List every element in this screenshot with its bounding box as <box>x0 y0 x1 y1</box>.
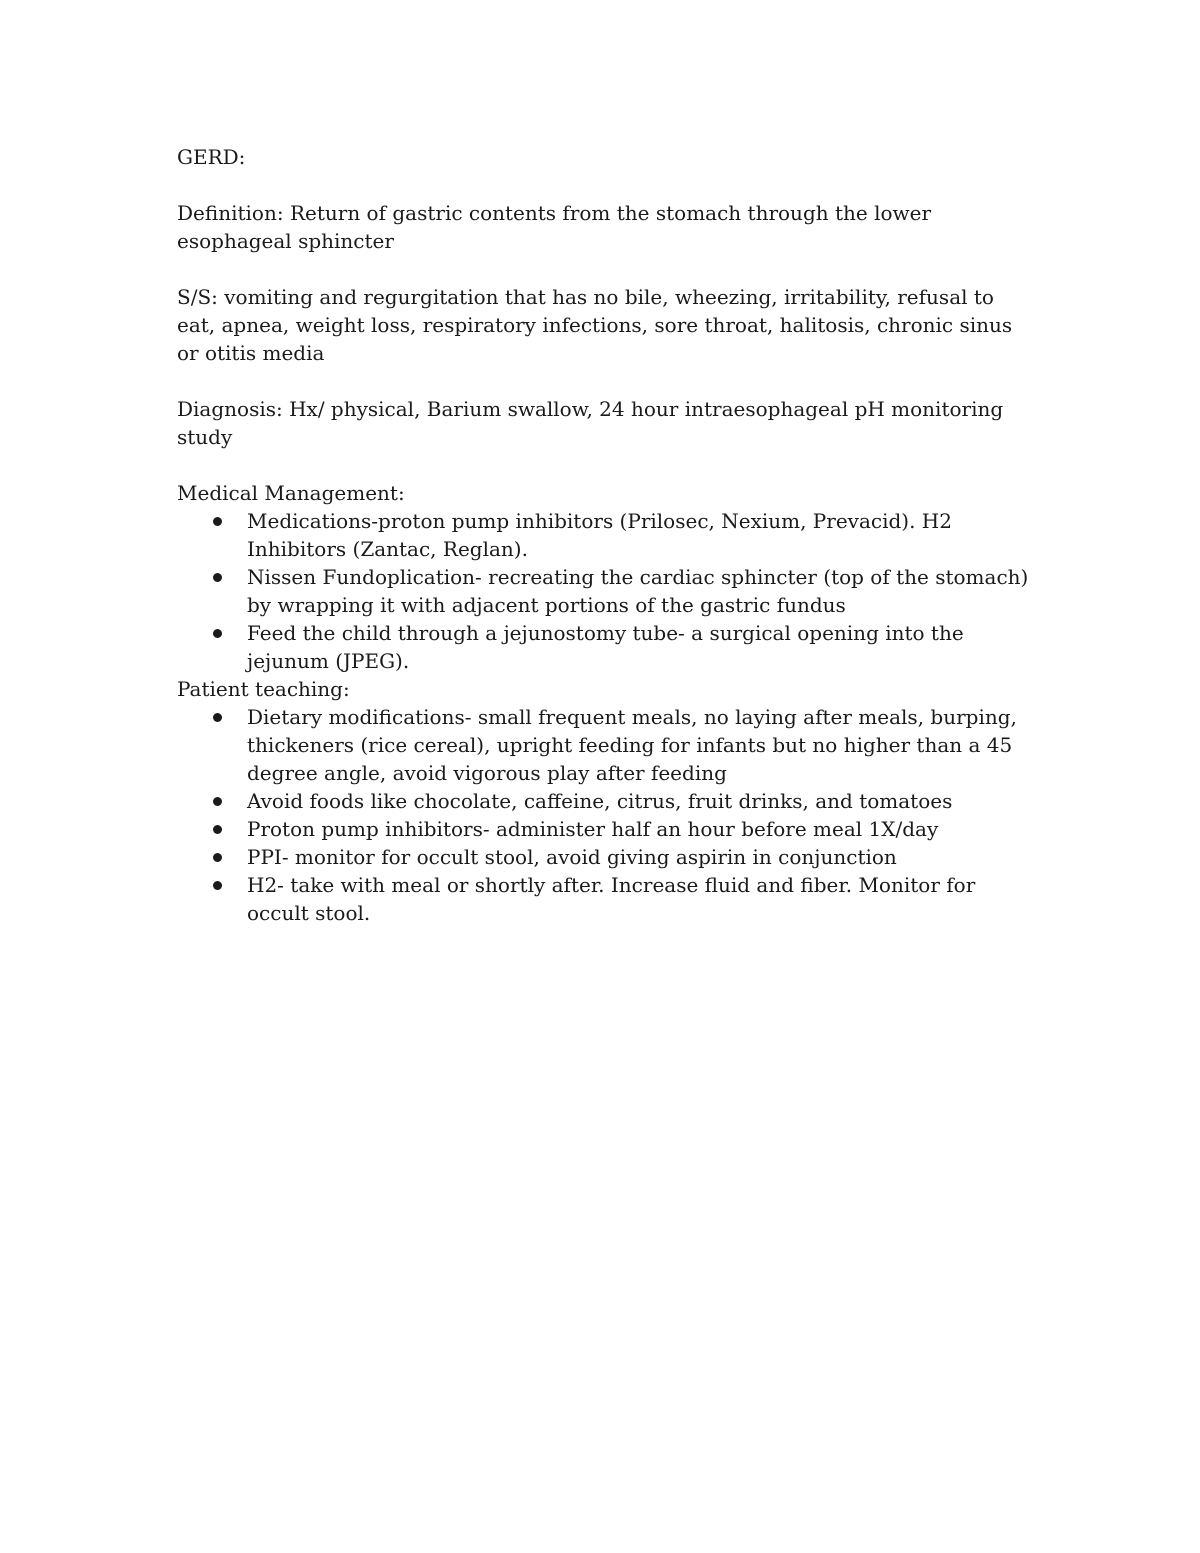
list-item <box>247 619 1037 675</box>
list-item <box>247 843 1037 871</box>
patient-teaching-heading: Patient teaching: <box>177 677 350 701</box>
bullet-icon <box>213 517 222 526</box>
list-item <box>247 815 1037 843</box>
bullet-icon <box>213 713 222 722</box>
bullet-icon <box>213 853 222 862</box>
list-item <box>247 507 1037 563</box>
definition-paragraph: Definition: Return of gastric contents from the stomach through the lower esophageal sphincter <box>177 201 932 253</box>
list-item-text: PPI- monitor for occult stool, avoid giving aspirin in conjunction <box>247 845 897 869</box>
patient-teaching-list <box>177 703 1037 927</box>
bullet-icon <box>213 881 222 890</box>
medical-management-heading: Medical Management: <box>177 481 405 505</box>
bullet-icon <box>213 573 222 582</box>
document-title: GERD: <box>177 145 246 169</box>
medical-management-list <box>177 507 1037 675</box>
list-item <box>247 563 1037 619</box>
list-item-text: Nissen Fundoplication- recreating the cardiac sphincter (top of the stomach) by wrapping it with adjacent portions of the gastric fundus <box>247 565 1029 617</box>
list-item-text: H2- take with meal or shortly after. Increase fluid and fiber. Monitor for occult stool. <box>247 873 976 925</box>
bullet-icon <box>213 825 222 834</box>
document-body <box>177 143 1037 927</box>
bullet-icon <box>213 629 222 638</box>
list-item <box>247 871 1037 927</box>
list-item-text: Proton pump inhibitors- administer half an hour before meal 1X/day <box>247 817 939 841</box>
list-item <box>247 787 1037 815</box>
list-item-text: Feed the child through a jejunostomy tube- a surgical opening into the jejunum (JPEG). <box>247 621 964 673</box>
signs-symptoms-paragraph: S/S: vomiting and regurgitation that has no bile, wheezing, irritability, refusal to eat, apnea, weight loss, respiratory infections, sore throat, halitosis, chronic sinus or otitis media <box>177 285 1013 365</box>
diagnosis-paragraph: Diagnosis: Hx/ physical, Barium swallow, 24 hour intraesophageal pH monitoring study <box>177 397 1004 449</box>
bullet-icon <box>213 797 222 806</box>
list-item <box>247 703 1037 787</box>
list-item-text: Dietary modifications- small frequent meals, no laying after meals, burping, thickeners (rice cereal), upright feeding for infants but no higher than a 45 degree angle, avoid vigorous play after feeding <box>247 705 1017 785</box>
list-item-text: Avoid foods like chocolate, caffeine, citrus, fruit drinks, and tomatoes <box>247 789 953 813</box>
list-item-text: Medications-proton pump inhibitors (Prilosec, Nexium, Prevacid). H2 Inhibitors (Zantac, Reglan). <box>247 509 952 561</box>
